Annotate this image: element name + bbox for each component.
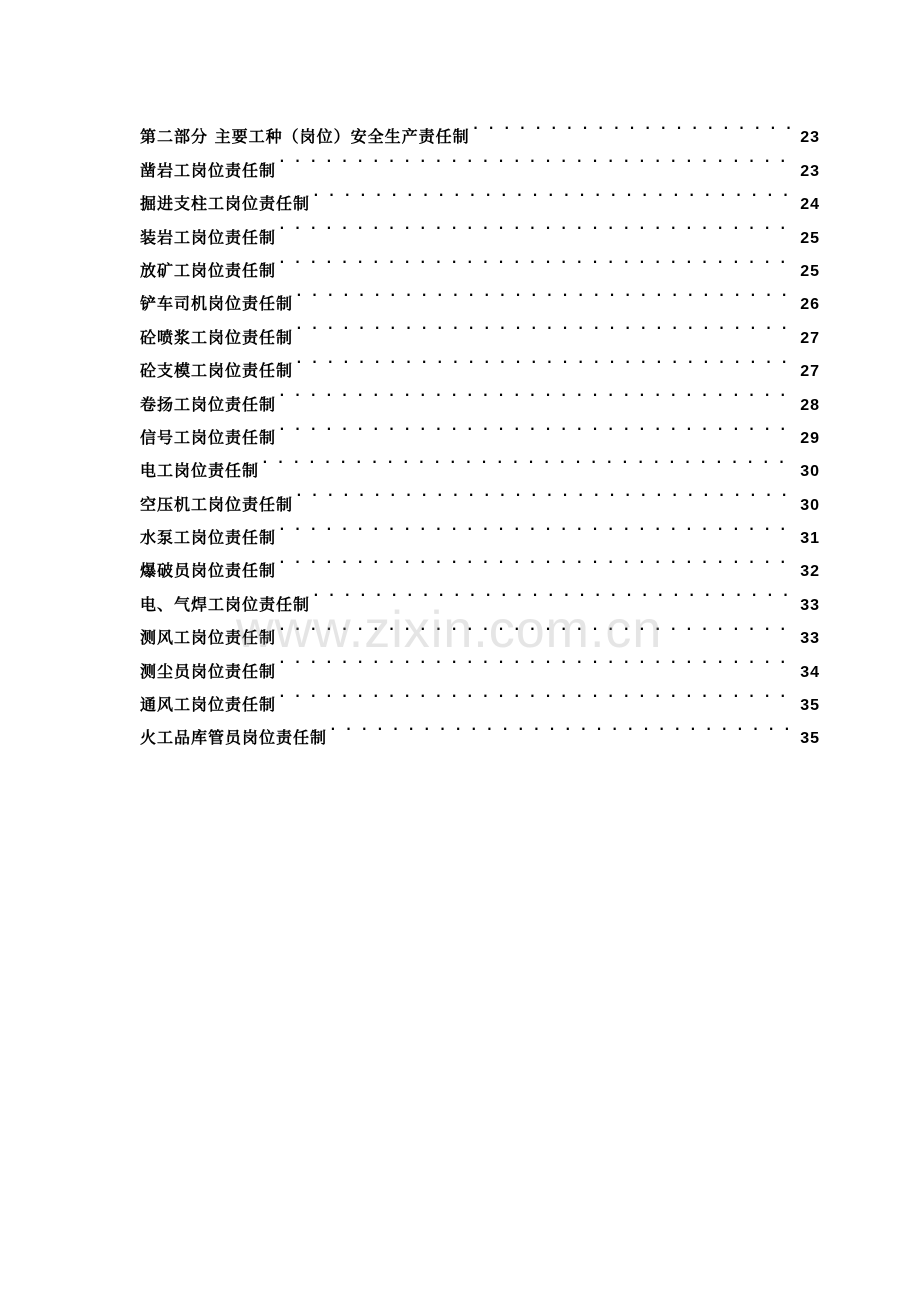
toc-entry-title: 测尘员岗位责任制 bbox=[140, 661, 277, 681]
toc-page-number: 24 bbox=[800, 196, 820, 214]
toc-page-number: 35 bbox=[800, 730, 820, 748]
toc-entry-title: 通风工岗位责任制 bbox=[140, 695, 277, 715]
toc-entry-title: 水泵工岗位责任制 bbox=[140, 528, 277, 548]
toc-page-number: 27 bbox=[800, 329, 820, 347]
toc-dot-leader bbox=[278, 677, 796, 710]
toc-entry[interactable] bbox=[140, 109, 820, 147]
toc-entry-title: 砼支模工岗位责任制 bbox=[140, 361, 294, 381]
toc-entry-title: 卷扬工岗位责任制 bbox=[140, 394, 277, 414]
toc-dot-leader bbox=[312, 576, 796, 609]
toc-page-number: 23 bbox=[800, 129, 820, 147]
toc-entry-title: 凿岩工岗位责任制 bbox=[140, 160, 277, 180]
toc-dot-leader bbox=[278, 410, 796, 443]
toc-entry-title: 电工岗位责任制 bbox=[140, 461, 260, 481]
watermark-text: www.zixin.com.cn bbox=[236, 601, 663, 659]
toc-dot-leader bbox=[472, 109, 797, 142]
toc-dot-leader bbox=[278, 376, 796, 409]
toc-page-number: 27 bbox=[800, 363, 820, 381]
toc-page-number: 33 bbox=[800, 630, 820, 648]
toc-entry-title: 放矿工岗位责任制 bbox=[140, 260, 277, 280]
toc-dot-leader bbox=[261, 443, 796, 476]
toc-entry-title: 第二部分 主要工种（岗位）安全生产责任制 bbox=[140, 127, 470, 147]
toc-entry-title: 空压机工岗位责任制 bbox=[140, 494, 294, 514]
toc-page-number: 32 bbox=[800, 563, 820, 581]
toc-dot-leader bbox=[295, 343, 796, 376]
toc-dot-leader bbox=[278, 209, 796, 242]
toc-page-number: 33 bbox=[800, 596, 820, 614]
toc-entry-title: 铲车司机岗位责任制 bbox=[140, 294, 294, 314]
toc-dot-leader bbox=[278, 643, 796, 676]
toc-dot-leader bbox=[329, 710, 796, 743]
toc-page-number: 25 bbox=[800, 262, 820, 280]
toc-entry-title: 信号工岗位责任制 bbox=[140, 427, 277, 447]
toc-page-number: 35 bbox=[800, 697, 820, 715]
toc-entry-title: 砼喷浆工岗位责任制 bbox=[140, 327, 294, 347]
toc-entry-title: 电、气焊工岗位责任制 bbox=[140, 594, 311, 614]
toc-page-number: 25 bbox=[800, 229, 820, 247]
toc-dot-leader bbox=[312, 176, 796, 209]
toc-dot-leader bbox=[278, 543, 796, 576]
toc-entry-title: 装岩工岗位责任制 bbox=[140, 227, 277, 247]
toc-dot-leader bbox=[295, 309, 796, 342]
toc-dot-leader bbox=[295, 476, 796, 509]
toc-entry-title: 火工品库管员岗位责任制 bbox=[140, 728, 328, 748]
toc-entry-title: 掘进支柱工岗位责任制 bbox=[140, 194, 311, 214]
toc-page-number: 29 bbox=[800, 429, 820, 447]
toc-page-number: 30 bbox=[800, 496, 820, 514]
toc-dot-leader bbox=[278, 610, 796, 643]
toc-page-number: 34 bbox=[800, 663, 820, 681]
toc-page-number: 26 bbox=[800, 296, 820, 314]
toc-page-number: 31 bbox=[800, 530, 820, 548]
toc-page-number: 23 bbox=[800, 162, 820, 180]
toc-dot-leader bbox=[295, 276, 796, 309]
toc-dot-leader bbox=[278, 510, 796, 543]
toc-entry-title: 测风工岗位责任制 bbox=[140, 628, 277, 648]
toc-dot-leader bbox=[278, 243, 796, 276]
toc-page-number: 28 bbox=[800, 396, 820, 414]
toc-dot-leader bbox=[278, 142, 796, 175]
toc-entry-title: 爆破员岗位责任制 bbox=[140, 561, 277, 581]
table-of-contents bbox=[140, 109, 820, 748]
toc-page-number: 30 bbox=[800, 463, 820, 481]
